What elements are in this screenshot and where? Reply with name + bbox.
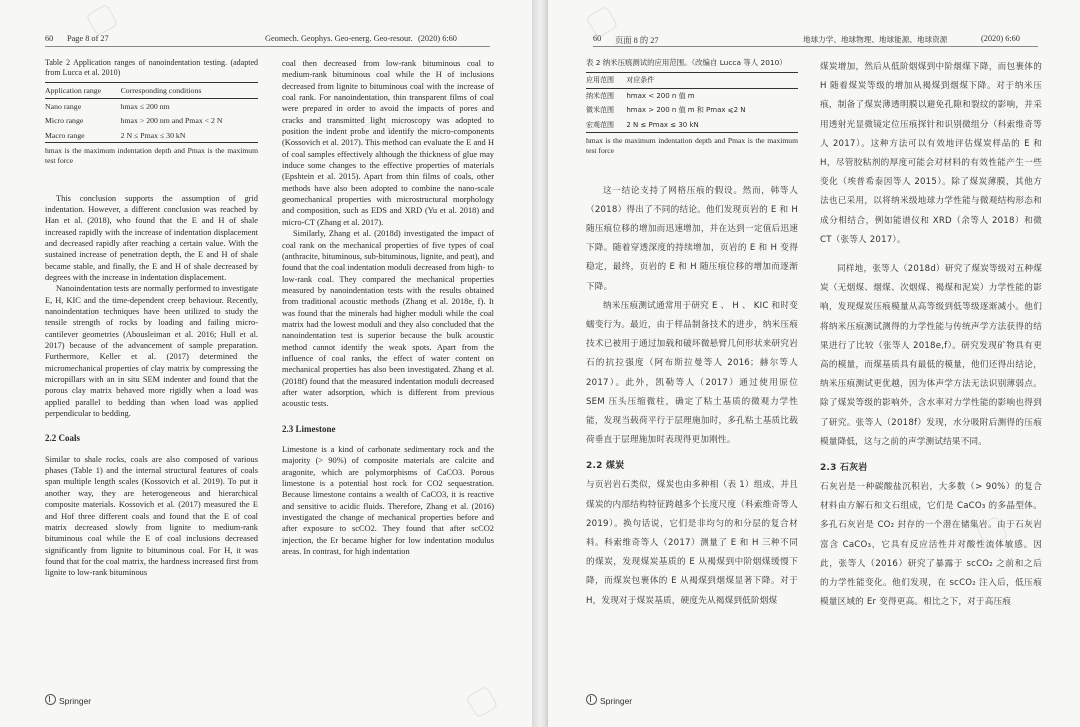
header-rule	[593, 46, 1038, 47]
table-header: 对应条件	[626, 73, 798, 89]
body-paragraph: Similar to shale rocks, coals are also composed of various phases (Table 1) and the internal structural features of coals span multiple length scales (Kossovich et al. 2019). To put it another way, they are heterogeneous and hierarchical composite materials. Kossovich et al. (2017) measured the E and Hof three different coals and found that the E of coal matrix decreased slowly from lignite to medium-rank bituminous coal while the E of coal inclusions decreased significantly from lignite to bituminous coal. For H, it was found that for the coal matrix, the hardness increased first from lignite to low-rank bituminous	[45, 454, 258, 578]
left-column	[586, 58, 798, 611]
springer-logo-icon	[586, 694, 597, 705]
table-row: 宏观范围 2 N ≤ Pmax ≤ 30 kN	[586, 118, 798, 133]
table-row: Micro range hmax > 200 nm and Pmax < 2 N	[45, 116, 223, 126]
application-range-table	[45, 82, 258, 143]
page-number: 60	[593, 34, 602, 43]
page-number: 60	[45, 34, 54, 43]
body-paragraph: Limestone is a kind of carbonate sedimentary rock and the majority (> 90%) of composite materials are calcite and aragonite, which are polymorphisms of CaCO3. Porous limestone is a potential host rock for CO2 sequestration. Because limestone contains a wealth of CaCO3, it is reactive and sensitive to acidic fluids. Therefore, Zhang et al. (2016) investigated the change of mechanical properties before and after exposure to scCO2. They found that after scCO2 injection, the Er became higher for low indentation modulus areas. In contrast, for high indentation	[282, 445, 494, 557]
body-paragraph: 与页岩岩石类似，煤炭也由多种相（表 1）组成，并且煤炭的内部结构特征跨越多个长度尺度（科索维奇等人 2019）。换句话说，它们是非均匀的和分层的复合材料。科索维奇等人（2017）测量了 E 和 H 三种不同的煤炭，发现煤炭基质的 E 从褐煤到中阶烟煤缓慢下降，而煤炭包裹体的 E 从褐煤到烟煤显著下降。对于 H，发现对于煤炭基质，硬度先从褐煤到低阶烟煤	[586, 480, 798, 606]
journal-year: (2020) 6:60	[418, 34, 457, 43]
table-header: Corresponding conditions	[121, 83, 258, 99]
body-paragraph: Nanoindentation tests are normally performed to investigate E, H, KIC and the time-dependent creep behaviour. Recently, nanoindentation techniques have been utilized to study the tensile strength of rocks by loading and failing micro-cantilever geometries (Abousleiman et al. 2016; Hull et al. 2017) because of the advancement of sample preparation. Furthermore, Keller et al. (2017) determined the micromechanical properties of clay matrix by compressing the micropillars with an in situ SEM indenter and found that the porous clay matrix behaved more rigidly when a load was applied parallel to bedding than when load was applied perpendicular to bedding.	[45, 284, 258, 419]
table-row: 微米范围 hmax > 200 n 值 m 和 Pmax ⩽2 N	[586, 106, 746, 115]
page-of: Page 8 of 27	[67, 34, 109, 43]
body-paragraph: 煤炭增加，然后从低阶烟煤到中阶烟煤下降，而包裹体的 H 随着煤炭等级的增加从褐煤到烟煤下降。对于纳米压痕，制备了煤炭薄透明膜以避免孔隙和裂纹的影响，并采用透射光显微镜定位压痕探针和识别微组分（科索维奇等人 2017）。这种方法可以有效地评估煤炭样品的 E 和 H，尽管胶粘剂的厚度可能会对材料的有效性能产生一些变化（埃普希泰因等人 2015）。除了煤炭薄膜，其他方法也已采用，以将纳米级地球力学性能与微观结构形态和成分相结合，例如能谱仪和 XRD（余等人 2018）和微 CT（张等人 2017）。	[820, 62, 1042, 245]
table-header: 应用范围	[586, 73, 626, 89]
springer-logo-icon	[45, 694, 56, 705]
right-column	[820, 58, 1042, 612]
table-note: hmax is the maximum indentation depth and Pmax is the maximum test force	[586, 136, 798, 155]
table-row: Macro range 2 N ≤ Pmax ≤ 30 kN	[45, 128, 258, 143]
table-row: 纳米范围 hmax < 200 n 值 m	[586, 91, 695, 100]
body-paragraph: Similarly, Zhang et al. (2018d) investigated the impact of coal rank on the mechanical properties of five types of coal (anthracite, bituminous, sub-bituminous, lignite, and peat), and found that the coal indentation moduli decreased from high- to low-rank coal. They compared the mechanical properties measured by nanoindentation tests with the results obtained from traditional acoustic methods (Zhang et al. 2018e, f). It was found that the minerals had higher moduli while the coal matrix had the lowest moduli and they also concluded that the nanoindentation test is superior because the bulk acoustic method cannot identify the weak spots. Apart from the influence of coal ranks, the effect of water content on mechanical properties has also been investigated. Zhang et al. (2018f) found that the measured indentation moduli decreased after water adsorption, which is different from previous acoustic tests.	[282, 229, 494, 409]
publisher-footer: Springer	[586, 694, 632, 706]
table-caption: Table 2 Application ranges of nanoindentation testing. (adapted from Lucca et al. 2010)	[45, 58, 258, 77]
section-heading-limestone: 2.3 石灰岩	[820, 463, 868, 474]
header-rule	[45, 46, 490, 47]
body-paragraph: This conclusion supports the assumption of grid indentation. However, a different conclusion was reached by Han et al. (2018), who found that the E and H of shale increased rapidly with the increase of indentation displacement and decreased rapidly after reaching a certain value. With the sustained increase of penetration depth, the E and H of shale became stable, and finally, the E and H of shale decreased by degrees with the increase in indentation displacement.	[45, 193, 258, 282]
journal-name: Geomech. Geophys. Geo-energ. Geo-resour.	[265, 34, 413, 43]
body-paragraph: coal then decreased from low-rank bituminous coal to medium-rank bituminous coal while the H of inclusions decreased from lignite to bituminous coal with the increase of coal rank. For nanoindentation, thin transparent films of coal were prepared in order to avoid the impacts of pores and cracks and transmitted light microscopy was adopted to position the indent probe and identify the micro-components (Kossovich et al. 2017). This method can evaluate the E and H of coal samples effectively although the thickness of glue may induce some changes to the effective properties of materials (Epshtein et al. 2015). Apart from thin films of coals, other methods have also been adopted to combine the nano-scale geomechanical properties with microstructural morphology and composition, such as EDS and XRD (Yu et al. 2018) and micro-CT (Zhang et al. 2017).	[282, 59, 494, 227]
table-note: hmax is the maximum indentation depth and Pmax is the maximum test force	[45, 146, 258, 165]
page-of: 页面 8 的 27	[615, 36, 659, 45]
journal-name: 地球力学、地球物理、地球能源、地球资源	[803, 35, 948, 44]
body-paragraph: 同样地，张等人（2018d）研究了煤炭等级对五种煤炭（无烟煤、烟煤、次烟煤、褐煤和泥炭）力学性能的影响，发现煤炭压痕模量从高等级到低等级逐渐减小。他们将纳米压痕测试测得的力学性能与传统声学方法获得的结果进行了比较（张等人 2018e,f）。研究发现矿物具有更高的模量，而煤基质具有最低的模量，他们还得出结论，纳米压痕测试更优越，因为体声学方法无法识别薄弱点。除了煤炭等级的影响外，含水率对力学性能的影响也得到了研究。张等人（2018f）发现，水分吸附后测得的压痕模量降低，这与之前的声学测试结果不同。	[820, 264, 1042, 447]
section-heading-coals: 2.2 煤炭	[586, 461, 625, 472]
table-row: Nano range hmax ≤ 200 nm	[45, 101, 170, 111]
body-paragraph: 这一结论支持了网格压痕的假设。然而，韩等人（2018）得出了不同的结论。他们发现页岩的 E 和 H 随压痕位移的增加而迅速增加，并在达到一定值后迅速下降。随着穿透深度的持续增加，页岩的 E 和 H 变得稳定，最终，页岩的 E 和 H 随压痕位移的增加而逐渐下降。	[586, 185, 798, 292]
section-heading-coals: 2.2 Coals	[45, 433, 81, 444]
book-gutter	[532, 0, 548, 727]
english-page	[0, 0, 532, 727]
table-header: Application range	[45, 83, 121, 99]
application-range-table	[586, 72, 798, 133]
table-caption: 表 2 纳米压痕测试的应用范围。（改编自 Lucca 等人 2010）	[586, 58, 787, 67]
chinese-page	[548, 0, 1080, 727]
body-paragraph: 石灰岩是一种碳酸盐沉积岩，大多数（> 90%）的复合材料由方解石和文石组成，它们是 CaCO₃ 的多晶型体。多孔石灰岩是 CO₂ 封存的一个潜在储集岩。由于石灰岩富含 CaCO₃，它具有反应活性并对酸性流体敏感。因此，张等人（2016）研究了暴露于 scCO₂ 之前和之后的力学性能变化。他们发现，在 scCO₂ 注入后，低压痕模量区域的 Er 变得更高。相比之下，对于高压痕	[820, 482, 1042, 608]
section-heading-limestone: 2.3 Limestone	[282, 423, 336, 434]
journal-year: (2020) 6:60	[981, 34, 1020, 43]
body-paragraph: 纳米压痕测试通常用于研究 E 、 H 、 KIC 和时变蠕变行为。最近，由于样品制备技术的进步，纳米压痕技术已被用于通过加载和破坏微悬臂几何形状来研究岩石的抗拉强度（阿布斯拉曼等人 2016；赫尔等人 2017）。此外，凯勒等人（2017）通过使用原位 SEM 压头压缩微柱，确定了粘土基质的微观力学性能，发现当载荷平行于层理施加时，多孔粘土基质比载荷垂直于层理施加时表现得更加刚性。	[586, 300, 798, 446]
left-column	[45, 58, 258, 579]
publisher-footer: Springer	[45, 694, 91, 706]
